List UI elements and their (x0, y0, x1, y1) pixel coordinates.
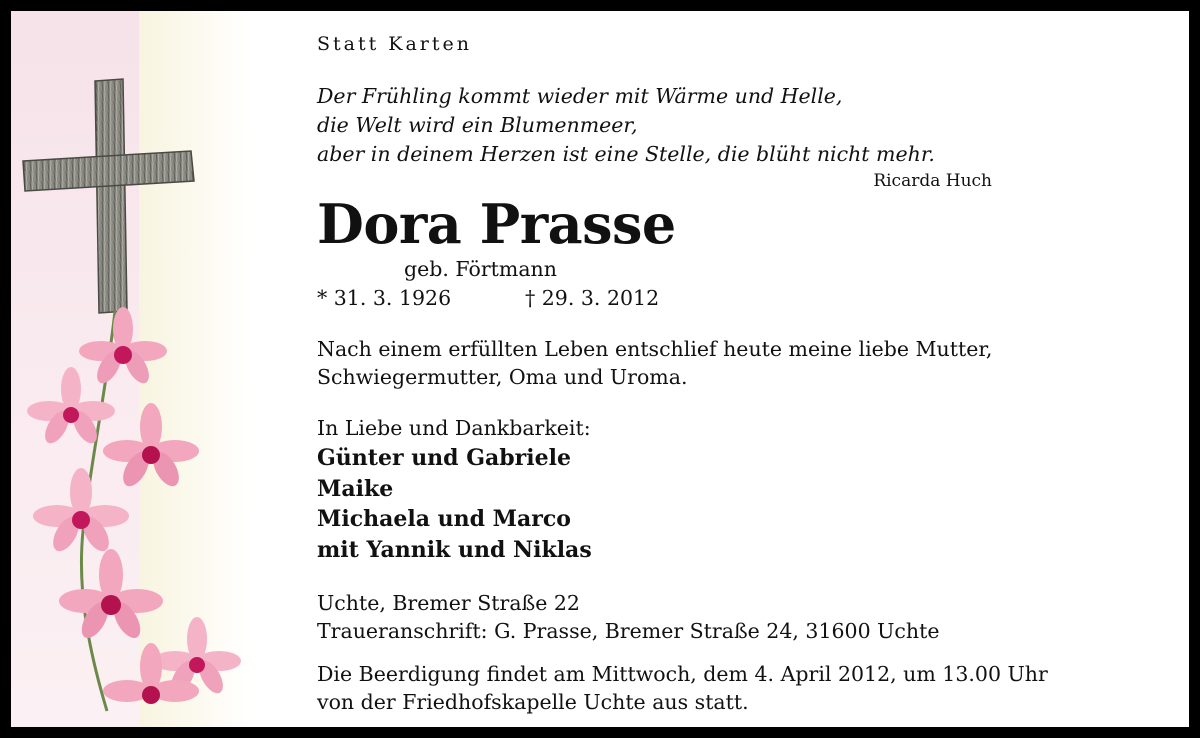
life-dates (317, 286, 660, 310)
obituary-text (317, 11, 1187, 727)
mourner-name: Günter und Gabriele (317, 445, 571, 471)
poem-author: Ricarda Huch (873, 171, 992, 191)
funeral-line: von der Friedhofskapelle Uchte aus statt. (317, 690, 749, 714)
deceased-name: Dora Prasse (317, 192, 676, 256)
orchid-flower (27, 307, 241, 704)
mourners-list (317, 443, 592, 565)
poem-line: aber in deinem Herzen ist eine Stelle, die blüht nicht mehr. (317, 142, 935, 166)
mourning-address: Traueranschrift: G. Prasse, Bremer Straße 24, 31600 Uchte (317, 619, 940, 643)
place-address: Uchte, Bremer Straße 22 (317, 591, 580, 615)
orchid-flowers-icon (11, 11, 301, 727)
birth-date: * 31. 3. 1926 (317, 286, 452, 310)
mourners-intro: In Liebe und Dankbarkeit: (317, 416, 591, 440)
notice-line: Schwiegermutter, Oma und Uroma. (317, 365, 688, 389)
poem-line: die Welt wird ein Blumenmeer, (317, 113, 638, 137)
mourner-name: mit Yannik und Niklas (317, 536, 592, 563)
mourner-name: Michaela und Marco (317, 506, 571, 532)
mourner-name: Maike (317, 475, 394, 502)
decorative-panel (11, 11, 301, 727)
death-notice (317, 335, 992, 391)
notice-line: Nach einem erfüllten Leben entschlief heute meine liebe Mutter, (317, 337, 993, 361)
poem-line: Der Frühling kommt wieder mit Wärme und Helle, (317, 84, 843, 108)
funeral-line: Die Beerdigung findet am Mittwoch, dem 4. April 2012, um 13.00 Uhr (317, 662, 1048, 686)
death-date: † 29. 3. 2012 (525, 286, 660, 310)
header-statt-karten: Statt Karten (317, 33, 473, 55)
maiden-name: geb. Förtmann (404, 257, 557, 281)
poem (317, 82, 935, 169)
address-block (317, 589, 939, 645)
funeral-info (317, 660, 1048, 716)
